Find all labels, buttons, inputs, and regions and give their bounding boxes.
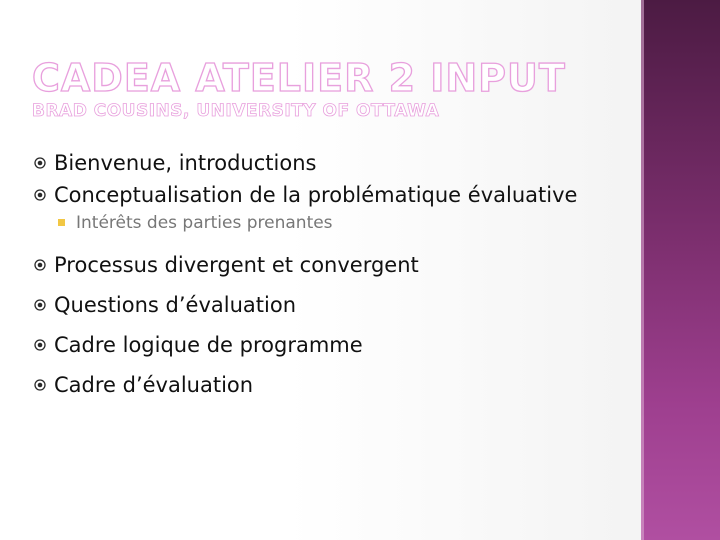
- slide-subtitle: BRAD COUSINS, UNIVERSITY OF OTTAWA: [32, 101, 440, 121]
- decorative-side-bar: [641, 0, 720, 540]
- list-item-text: Processus divergent et convergent: [54, 253, 419, 277]
- list-item: [34, 332, 614, 358]
- circled-dot-icon: [34, 189, 46, 201]
- list-item: [34, 372, 614, 398]
- list-item-text: Questions d’évaluation: [54, 293, 297, 317]
- circled-dot-icon: [34, 339, 46, 351]
- list-item-text: Cadre d’évaluation: [54, 373, 254, 397]
- list-item: [34, 150, 614, 176]
- list-item: [34, 292, 614, 318]
- sub-list-item-text: Intérêts des parties prenantes: [76, 213, 333, 233]
- list-item-text: Conceptualisation de la problématique évaluative: [54, 183, 578, 207]
- circled-dot-icon: [34, 259, 46, 271]
- slide-title: CADEA ATELIER 2 INPUT: [32, 56, 566, 100]
- list-item-text: Bienvenue, introductions: [54, 151, 317, 175]
- square-bullet-icon: [58, 219, 65, 226]
- list-item: [34, 252, 614, 278]
- circled-dot-icon: [34, 299, 46, 311]
- circled-dot-icon: [34, 379, 46, 391]
- title-block: [32, 58, 622, 122]
- circled-dot-icon: [34, 157, 46, 169]
- sub-list-item: [34, 212, 614, 234]
- list-item-text: Cadre logique de programme: [54, 333, 363, 357]
- list-item: [34, 182, 614, 208]
- bullet-list: [34, 150, 614, 412]
